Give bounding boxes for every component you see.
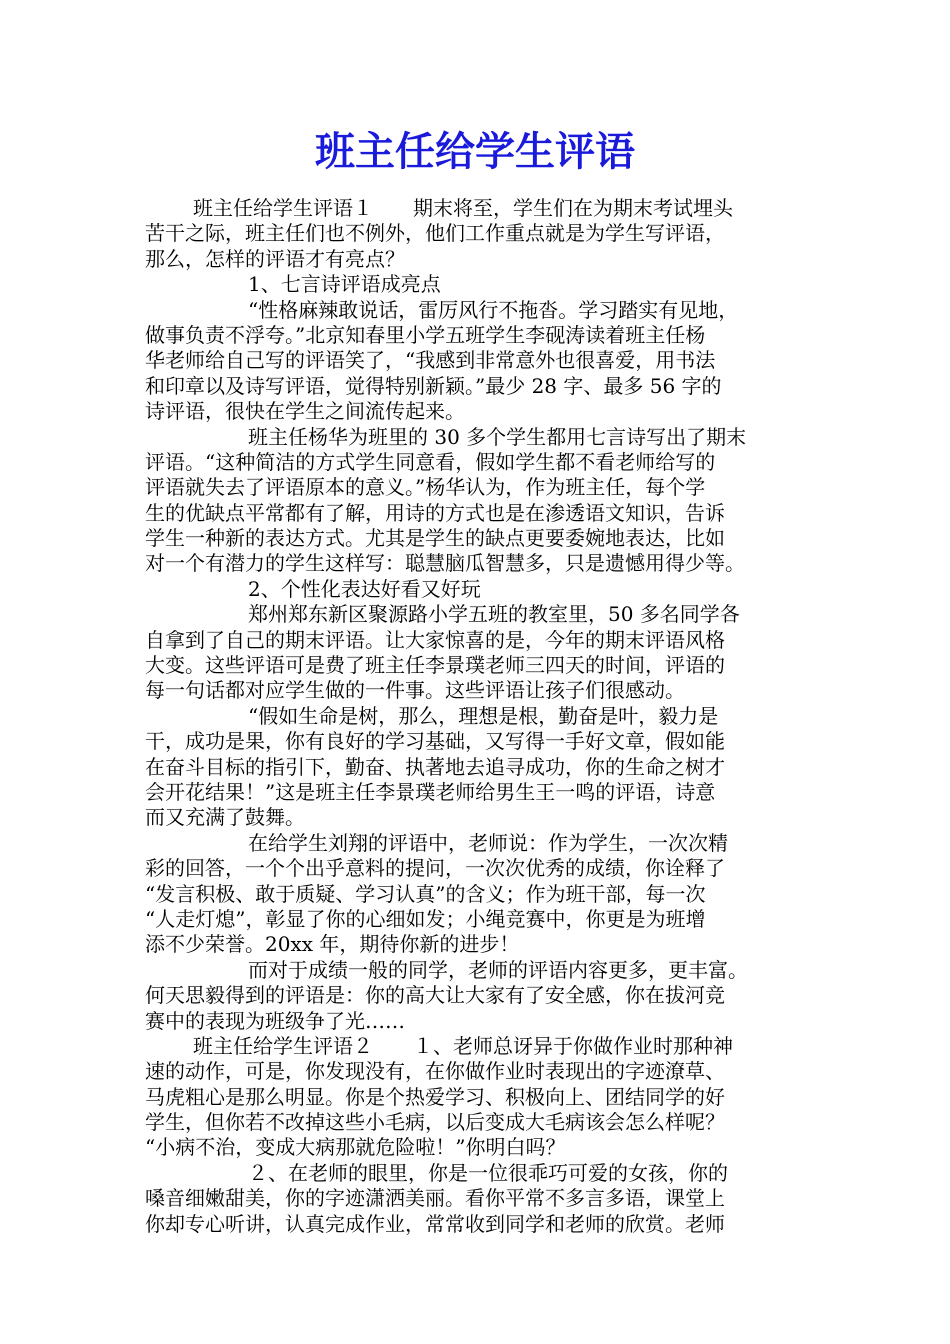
paragraph-line: 会开花结果！”这是班主任李景璞老师给男生王一鸣的评语，诗意: [145, 779, 716, 804]
paragraph-line: 自拿到了自己的期末评语。让大家惊喜的是，今年的期末评语风格: [145, 627, 725, 652]
paragraph-line: 做事负责不浮夸。”北京知春里小学五班学生李砚涛读着班主任杨: [145, 322, 706, 347]
paragraph-line: 班主任杨华为班里的 30 多个学生都用七言诗写出了期末: [248, 424, 747, 449]
paragraph-line: 速的动作，可是，你发现没有，在你做作业时表现出的字迹潦草、: [145, 1059, 725, 1084]
paragraph-line: 而对于成绩一般的同学，老师的评语内容更多，更丰富。: [248, 957, 748, 982]
section-heading: 2、个性化表达好看又好玩: [248, 576, 481, 601]
paragraph-line: 嗓音细嫩甜美，你的字迹潇洒美丽。看你平常不多言多语，课堂上: [145, 1186, 725, 1211]
paragraph-line: “假如生命是树，那么，理想是根，勤奋是叶，毅力是: [248, 703, 719, 728]
paragraph-line: 每一句话都对应学生做的一件事。这些评语让孩子们很感动。: [145, 678, 685, 703]
section-heading: 1、七言诗评语成亮点: [248, 272, 441, 297]
paragraph-line: 对一个有潜力的学生这样写：聪慧脑瓜智慧多，只是遗憾用得少等。: [145, 551, 745, 576]
document-title: 班主任给学生评语: [315, 129, 635, 175]
paragraph-line: 班主任给学生评语１ 期末将至，学生们在为期末考试埋头: [193, 196, 733, 220]
paragraph-line: “小病不治，变成大病那就危险啦！”你明白吗？: [145, 1135, 566, 1160]
paragraph-line: 在给学生刘翔的评语中，老师说：作为学生，一次次精: [248, 830, 728, 855]
paragraph-line: ２、在老师的眼里，你是一位很乖巧可爱的女孩，你的: [248, 1160, 728, 1185]
paragraph-line: 马虎粗心是那么明显。你是个热爱学习、积极向上、团结同学的好: [145, 1084, 725, 1109]
paragraph-line: 郑州郑东新区聚源路小学五班的教室里，50 多名同学各: [248, 602, 740, 627]
paragraph-line: 干，成功是果，你有良好的学习基础，又写得一手好文章，假如能: [145, 729, 725, 754]
paragraph-line: 评语。“这种简洁的方式学生同意看，假如学生都不看老师给写的: [145, 449, 716, 474]
paragraph-line: 学生，但你若不改掉这些小毛病，以后变成大毛病该会怎么样呢？: [145, 1110, 725, 1135]
paragraph-line: 你却专心听讲，认真完成作业，常常收到同学和老师的欣赏。老师: [145, 1211, 725, 1236]
paragraph-line: “性格麻辣敢说话，雷厉风行不拖沓。学习踏实有见地，: [248, 297, 739, 322]
paragraph-line: 添不少荣誉。20xx 年，期待你新的进步！: [145, 932, 520, 957]
paragraph-line: 评语就失去了评语原本的意义。”杨华认为，作为班主任，每个学: [145, 475, 706, 500]
paragraph-line: 华老师给自己写的评语笑了，“我感到非常意外也很喜爱，用书法: [145, 348, 716, 373]
paragraph-line: 赛中的表现为班级争了光……: [145, 1008, 405, 1033]
paragraph-line: 那么，怎样的评语才有亮点？: [145, 246, 405, 271]
paragraph-line: “人走灯熄”，彰显了你的心细如发；小绳竞赛中，你更是为班增: [145, 906, 706, 931]
paragraph-line: 大变。这些评语可是费了班主任李景璞老师三四天的时间，评语的: [145, 653, 725, 678]
paragraph-line: 在奋斗目标的指引下，勤奋、执著地去追寻成功，你的生命之树才: [145, 754, 725, 779]
paragraph-line: 何天思毅得到的评语是：你的高大让大家有了安全感，你在拔河竞: [145, 983, 725, 1008]
paragraph-line: 生的优缺点平常都有了解，用诗的方式也是在渗透语文知识，告诉: [145, 500, 725, 525]
document-body: [145, 196, 825, 1237]
paragraph-line: 而又充满了鼓舞。: [145, 805, 305, 830]
paragraph-line: 彩的回答，一个个出乎意料的提问，一次次优秀的成绩，你诠释了: [145, 856, 725, 881]
paragraph-line: “发言积极、敢于质疑、学习认真”的含义；作为班干部，每一次: [145, 881, 706, 906]
paragraph-line: 和印章以及诗写评语，觉得特别新颖。”最少 28 字、最多 56 字的: [145, 373, 722, 398]
paragraph-line: 苦干之际，班主任们也不例外，他们工作重点就是为学生写评语，: [145, 221, 725, 246]
paragraph-line: 班主任给学生评语２ １、老师总讶异于你做作业时那种神: [193, 1033, 733, 1058]
paragraph-line: 学生一种新的表达方式。尤其是学生的缺点更要委婉地表达，比如: [145, 526, 725, 551]
paragraph-line: 诗评语，很快在学生之间流传起来。: [145, 399, 465, 424]
